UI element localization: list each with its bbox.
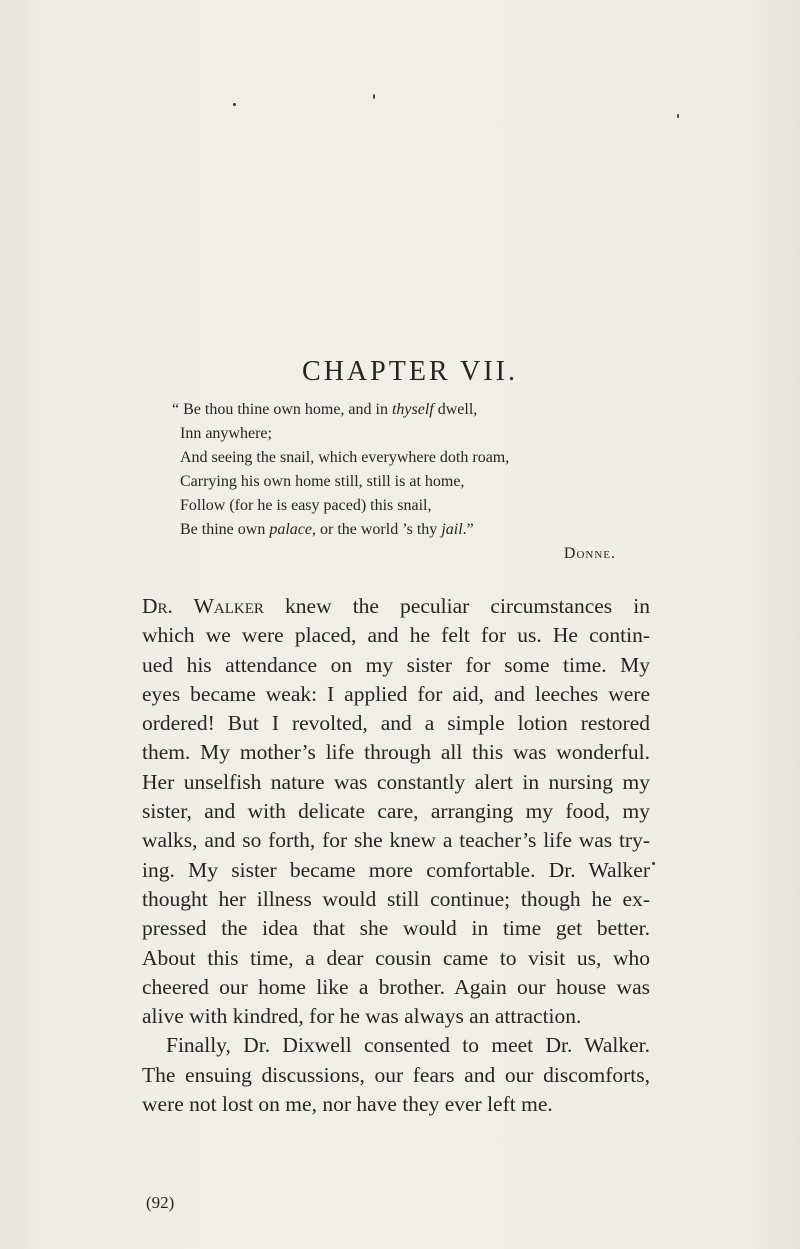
body-line: alive with kindred, for he was always an attraction. bbox=[142, 1004, 582, 1029]
body-line: ing. My sister became more comfortable. Dr. Walker bbox=[142, 857, 650, 882]
epigraph-emphasis: thyself bbox=[391, 401, 434, 418]
epigraph-attribution: Donne. bbox=[563, 545, 616, 562]
epigraph-text: dwell, bbox=[433, 401, 478, 418]
body-line: walks, and so forth, for she knew a teacher’s life was try- bbox=[142, 828, 650, 853]
body-paragraph bbox=[142, 592, 650, 1119]
epigraph-emphasis: jail bbox=[441, 521, 463, 538]
body-line: The ensuing discussions, our fears and our discomforts, bbox=[142, 1062, 650, 1087]
epigraph-emphasis: palace bbox=[269, 521, 312, 538]
epigraph-line: And seeing the snail, which everywhere doth roam, bbox=[180, 449, 510, 466]
body-line: ued his attendance on my sister for some time. My bbox=[142, 652, 650, 677]
body-line: Finally, Dr. Dixwell consented to meet Dr. Walker. bbox=[166, 1033, 650, 1058]
body-line: them. My mother’s life through all this was wonderful. bbox=[142, 740, 650, 765]
paper-speck bbox=[677, 114, 679, 118]
epigraph-line: Inn anywhere; bbox=[180, 425, 272, 442]
epigraph bbox=[172, 398, 650, 566]
epigraph-line: Follow (for he is easy paced) this snail, bbox=[180, 497, 432, 514]
body-line: thought her illness would still continue; though he ex- bbox=[142, 886, 650, 911]
body-line: ordered! But I revolted, and a simple lotion restored bbox=[142, 711, 650, 736]
chapter-title: CHAPTER VII. bbox=[302, 356, 518, 387]
paper-speck bbox=[373, 94, 375, 99]
body-line: eyes became weak: I applied for aid, and leeches were bbox=[142, 681, 650, 706]
epigraph-text: Be thine own bbox=[180, 521, 270, 538]
epigraph-line bbox=[172, 398, 650, 422]
body-text: knew the peculiar circumstances in bbox=[263, 594, 651, 618]
body-line: pressed the idea that she would in time get better. bbox=[142, 916, 650, 941]
epigraph-text: .” bbox=[462, 521, 474, 538]
body-line: Her unselfish nature was constantly alert in nursing my bbox=[142, 769, 650, 794]
epigraph-text: “ Be thou thine own home, and in bbox=[172, 401, 392, 418]
epigraph-text: , or the world ’s thy bbox=[311, 521, 442, 538]
body-line bbox=[142, 592, 650, 621]
body-line: cheered our home like a brother. Again our house was bbox=[142, 974, 650, 999]
body-line: which we were placed, and he felt for us. He contin- bbox=[142, 623, 650, 648]
body-line: sister, and with delicate care, arranging my food, my bbox=[142, 799, 650, 824]
paper-speck bbox=[652, 862, 655, 865]
body-line: were not lost on me, nor have they ever left me. bbox=[142, 1092, 553, 1117]
page-number: (92) bbox=[146, 1193, 175, 1212]
paper-speck bbox=[233, 103, 236, 106]
opening-name: Dr. Walker bbox=[142, 594, 264, 618]
body-line: About this time, a dear cousin came to visit us, who bbox=[142, 945, 650, 970]
epigraph-line: Carrying his own home still, still is at home, bbox=[180, 473, 465, 490]
epigraph-line bbox=[180, 518, 650, 542]
